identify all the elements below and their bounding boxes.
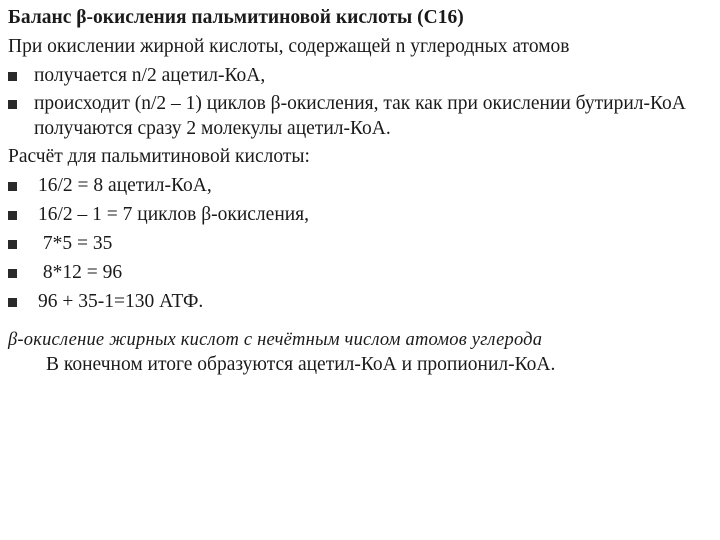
list-item-text: 7*5 = 35 xyxy=(38,233,113,254)
list-item-text: 8*12 = 96 xyxy=(38,262,123,283)
list-item-text: 16/2 – 1 = 7 циклов β-окисления, xyxy=(38,204,310,225)
odd-chain-heading: β-окисление жирных кислот с нечётным числом атомов углерода xyxy=(8,330,543,350)
slide-title: Баланс β-окисления пальмитиновой кислоты (С16) xyxy=(8,7,464,28)
square-bullet-icon xyxy=(8,211,17,220)
square-bullet-icon xyxy=(8,269,17,278)
intro-text: При окислении жирной кислоты, содержащей n углеродных атомов xyxy=(8,36,570,57)
square-bullet-icon xyxy=(8,240,17,249)
list-item-text: получается n/2 ацетил-КоА, xyxy=(34,65,266,86)
list-item-text: 96 + 35-1=130 АТФ. xyxy=(38,291,204,312)
square-bullet-icon xyxy=(8,298,17,307)
calc-heading: Расчёт для пальмитиновой кислоты: xyxy=(8,146,310,167)
square-bullet-icon xyxy=(8,100,17,109)
list-item-text: происходит (n/2 – 1) циклов β-окисления, так как при окислении бутирил-КоА xyxy=(34,93,686,114)
square-bullet-icon xyxy=(8,72,17,81)
square-bullet-icon xyxy=(8,182,17,191)
odd-chain-text: В конечном итоге образуются ацетил-КоА и пропионил-КоА. xyxy=(46,354,556,375)
list-item-text: 16/2 = 8 ацетил-КоА, xyxy=(38,175,212,196)
list-item-continuation: получаются сразу 2 молекулы ацетил-КоА. xyxy=(34,118,391,139)
